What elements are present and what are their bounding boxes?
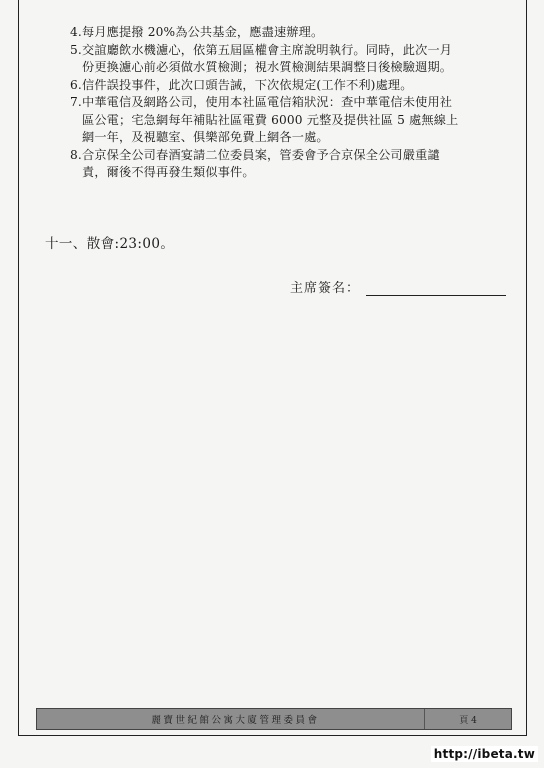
item-number: 4. <box>70 25 82 39</box>
footer-page-number: 頁 4 <box>424 709 511 729</box>
item-number: 8. <box>70 147 82 162</box>
list-item <box>70 147 510 182</box>
list-item <box>70 42 510 77</box>
list-item <box>70 94 510 147</box>
signature-label: 主席簽名： <box>290 281 361 296</box>
item-text: 信件誤投事件，此次口頭告誡，下次依規定(工作不利)處理。 <box>82 77 413 92</box>
resolution-list <box>70 24 510 182</box>
list-item <box>70 24 510 42</box>
watermark-url: http://ibeta.tw <box>431 746 538 762</box>
list-item <box>70 77 510 95</box>
item-text: 每月應提撥 20%為公共基金，應盡速辦理。 <box>82 25 324 39</box>
footer-organization: 麗寶世紀館公寓大廈管理委員會 <box>151 715 320 726</box>
item-number: 5. <box>70 42 82 57</box>
item-text: 交誼廳飲水機濾心，依第五屆區權會主席說明執行。同時，此次一月 份更換濾心前必須做水質檢測；視水質檢測結果調整日後檢驗週期。 <box>82 42 453 74</box>
item-text: 中華電信及網路公司，使用本社區電信箱狀況：查中華電信未使用社 區公電；宅急網每年補貼社區電費 6000 元整及提供社區 5 處無線上 網一年，及視聽室、俱樂部免費上網各一處。 <box>82 95 459 144</box>
page-footer <box>36 708 512 730</box>
item-number: 7. <box>70 95 82 109</box>
signature-block <box>290 277 506 296</box>
signature-line <box>366 281 506 296</box>
item-number: 6. <box>70 77 82 92</box>
adjournment-heading: 十一、散會:23:00。 <box>45 236 175 252</box>
item-text: 合京保全公司春酒宴請二位委員案，管委會予合京保全公司嚴重譴 責，爾後不得再發生類似事件。 <box>82 147 440 179</box>
